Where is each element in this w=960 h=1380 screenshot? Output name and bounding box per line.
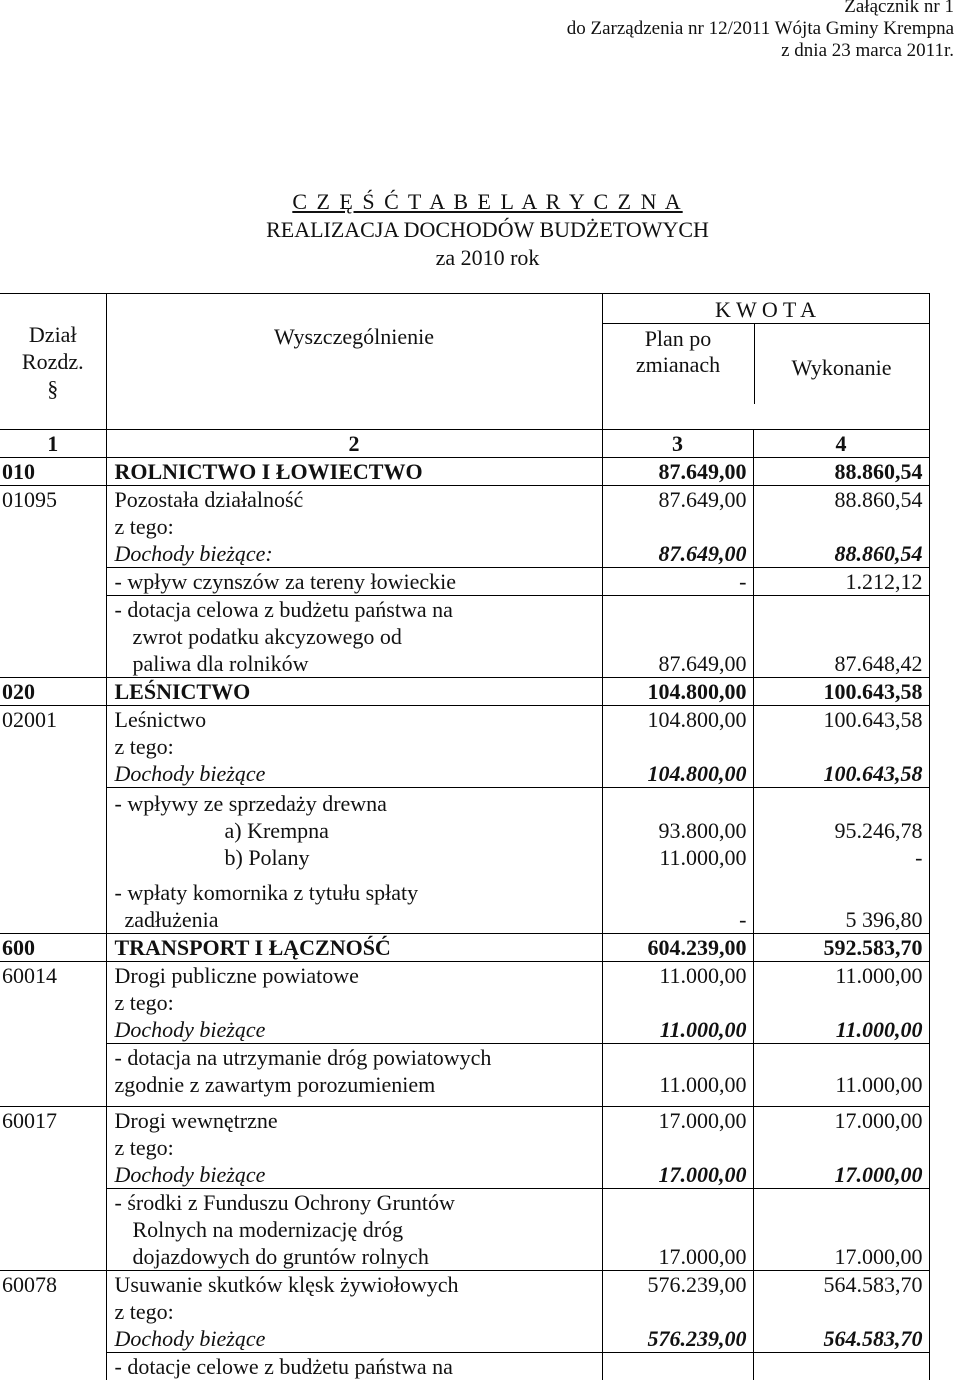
plan-cell: [602, 1107, 753, 1189]
table-row: [0, 706, 929, 788]
item-line: - dotacja celowa z budżetu państwa na: [115, 596, 602, 623]
plan-cell: [602, 486, 753, 568]
table-header-row: [0, 294, 929, 430]
of-which-label: z tego:: [115, 989, 602, 1016]
item-line: zwrot podatku akcyzowego od: [115, 623, 602, 650]
execution-value: 564.583,70: [754, 1271, 923, 1298]
execution-value: 1.212,12: [753, 568, 929, 596]
chapter-code: 02001: [0, 706, 106, 788]
section-code: 020: [0, 678, 106, 706]
plan-value: -: [602, 568, 753, 596]
section-name: ROLNICTWO I ŁOWIECTWO: [106, 458, 602, 486]
item-line: zadłużenia: [115, 906, 602, 933]
item-line: Rolnych na modernizację dróg: [115, 1216, 602, 1243]
execution-value: 11.000,00: [754, 962, 923, 989]
item-description-cell: [106, 788, 602, 880]
execution-value: 88.860,54: [753, 458, 929, 486]
plan-value: 17.000,00: [602, 1189, 753, 1271]
revenue-table: [0, 293, 930, 1380]
item-line: - wpływy ze sprzedaży drewna: [115, 790, 602, 817]
current-execution-value: 17.000,00: [754, 1161, 923, 1188]
execution-cell: [753, 706, 929, 788]
table-row: [0, 1189, 929, 1271]
item-description-cell: [106, 879, 602, 934]
chapter-name: Leśnictwo: [115, 706, 602, 733]
header-dzial: Dział: [0, 321, 106, 348]
item-subline-b: b) Polany: [115, 844, 602, 879]
plan-value: 87.649,00: [603, 486, 747, 513]
execution-value: 100.643,58: [754, 706, 923, 733]
chapter-cell: [106, 486, 602, 568]
chapter-name: Drogi publiczne powiatowe: [115, 962, 602, 989]
item-description: - dotacje celowe z budżetu państwa na: [106, 1353, 602, 1380]
execution-value: 17.000,00: [753, 1189, 929, 1271]
header-plan-line2: zmianach: [603, 352, 754, 378]
table-row: [0, 1044, 929, 1107]
execution-value-b: -: [754, 844, 923, 871]
current-revenue-label: Dochody bieżące: [115, 1016, 602, 1043]
chapter-cell: [106, 962, 602, 1044]
current-revenue-label: Dochody bieżące: [115, 1161, 602, 1188]
current-execution-value: 11.000,00: [754, 1016, 923, 1043]
execution-value: 100.643,58: [753, 678, 929, 706]
ordinance-date: z dnia 23 marca 2011r.: [567, 40, 954, 62]
table-row: [0, 1353, 929, 1380]
plan-value: 104.800,00: [603, 706, 747, 733]
execution-value: 17.000,00: [754, 1107, 923, 1134]
chapter-code: 01095: [0, 486, 106, 568]
plan-value: 17.000,00: [603, 1107, 747, 1134]
item-line: - środki z Funduszu Ochrony Gruntów: [115, 1189, 602, 1216]
current-plan-value: 87.649,00: [603, 540, 747, 567]
header-amount-cell: [602, 294, 929, 430]
chapter-code: 60014: [0, 962, 106, 1044]
execution-value: 5 396,80: [753, 879, 929, 934]
col-num-4: 4: [753, 430, 929, 458]
title-year: za 2010 rok: [0, 244, 960, 272]
current-plan-value: 17.000,00: [603, 1161, 747, 1188]
item-description: - wpływ czynszów za tereny łowieckie: [106, 568, 602, 596]
of-which-label: z tego:: [115, 1134, 602, 1161]
plan-value-b: 11.000,00: [603, 844, 747, 871]
execution-value: 88.860,54: [754, 486, 923, 513]
header-dzial-cell: [0, 294, 106, 430]
execution-value: 592.583,70: [753, 934, 929, 962]
plan-cell: [602, 788, 753, 880]
current-plan-value: 576.239,00: [603, 1325, 747, 1352]
plan-value: -: [602, 879, 753, 934]
chapter-cell: [106, 706, 602, 788]
item-line: paliwa dla rolników: [115, 650, 602, 677]
current-revenue-label: Dochody bieżące:: [115, 540, 602, 567]
col-num-3: 3: [602, 430, 753, 458]
current-execution-value: 88.860,54: [754, 540, 923, 567]
execution-value: 11.000,00: [753, 1044, 929, 1107]
header-paragraph-sign: §: [0, 375, 106, 402]
of-which-label: z tego:: [115, 733, 602, 760]
column-number-row: [0, 430, 929, 458]
chapter-name: Usuwanie skutków klęsk żywiołowych: [115, 1271, 602, 1298]
header-description: Wyszczególnienie: [106, 294, 602, 430]
plan-value: 604.239,00: [602, 934, 753, 962]
table-row: [0, 486, 929, 568]
document-header: [567, 0, 954, 62]
table-row: [0, 1107, 929, 1189]
chapter-cell: [106, 1107, 602, 1189]
col-num-1: 1: [0, 430, 106, 458]
table-row: [0, 879, 929, 934]
chapter-code: 60017: [0, 1107, 106, 1189]
plan-value: 576.239,00: [603, 1271, 747, 1298]
annex-number: Załącznik nr 1: [567, 0, 954, 18]
of-which-label: z tego:: [115, 1298, 602, 1325]
item-description-cell: [106, 596, 602, 678]
table-row: [0, 568, 929, 596]
section-name: TRANSPORT I ŁĄCZNOŚĆ: [106, 934, 602, 962]
col-num-2: 2: [106, 430, 602, 458]
plan-value: 11.000,00: [602, 1044, 753, 1107]
plan-value-a: 93.800,00: [603, 817, 747, 844]
header-plan-line1: Plan po: [603, 326, 754, 352]
item-description-cell: [106, 1044, 602, 1107]
table-row: [0, 962, 929, 1044]
section-code: 010: [0, 458, 106, 486]
table-row: [0, 678, 929, 706]
current-execution-value: 564.583,70: [754, 1325, 923, 1352]
item-line: - dotacja na utrzymanie dróg powiatowych: [115, 1044, 602, 1071]
of-which-label: z tego:: [115, 513, 602, 540]
execution-cell: [753, 1107, 929, 1189]
header-kwota: K W O T A: [603, 294, 929, 323]
title-main: REALIZACJA DOCHODÓW BUDŻETOWYCH: [0, 216, 960, 244]
table-row: [0, 788, 929, 880]
plan-value: 87.649,00: [602, 458, 753, 486]
plan-value: 11.000,00: [603, 962, 747, 989]
title-part: C Z Ę Ś Ć T A B E L A R Y C Z N A: [0, 188, 960, 216]
table-row: [0, 596, 929, 678]
execution-cell: [753, 1271, 929, 1353]
current-execution-value: 100.643,58: [754, 760, 923, 787]
chapter-name: Pozostała działalność: [115, 486, 602, 513]
plan-value: 87.649,00: [602, 596, 753, 678]
current-plan-value: 11.000,00: [603, 1016, 747, 1043]
section-name: LEŚNICTWO: [106, 678, 602, 706]
current-revenue-label: Dochody bieżące: [115, 1325, 602, 1352]
chapter-cell: [106, 1271, 602, 1353]
plan-cell: [602, 962, 753, 1044]
execution-value: 87.648,42: [753, 596, 929, 678]
chapter-code: 60078: [0, 1271, 106, 1353]
execution-value-a: 95.246,78: [754, 817, 923, 844]
execution-cell: [753, 788, 929, 880]
ordinance-reference: do Zarządzenia nr 12/2011 Wójta Gminy Krempna: [567, 18, 954, 40]
header-rozdz: Rozdz.: [0, 348, 106, 375]
item-line: dojazdowych do gruntów rolnych: [115, 1243, 602, 1270]
plan-cell: [602, 1271, 753, 1353]
plan-value: 104.800,00: [602, 678, 753, 706]
current-revenue-label: Dochody bieżące: [115, 760, 602, 787]
current-plan-value: 104.800,00: [603, 760, 747, 787]
item-line: zgodnie z zawartym porozumieniem: [115, 1071, 602, 1098]
item-subline-a: a) Krempna: [115, 817, 602, 844]
document-title: [0, 188, 960, 272]
execution-cell: [753, 486, 929, 568]
section-code: 600: [0, 934, 106, 962]
execution-cell: [753, 962, 929, 1044]
table-row: [0, 458, 929, 486]
plan-cell: [602, 706, 753, 788]
chapter-name: Drogi wewnętrzne: [115, 1107, 602, 1134]
table-row: [0, 934, 929, 962]
table-row: [0, 1271, 929, 1353]
header-wykonanie: Wykonanie: [755, 324, 929, 404]
item-description-cell: [106, 1189, 602, 1271]
item-line: - wpłaty komornika z tytułu spłaty: [115, 879, 602, 906]
